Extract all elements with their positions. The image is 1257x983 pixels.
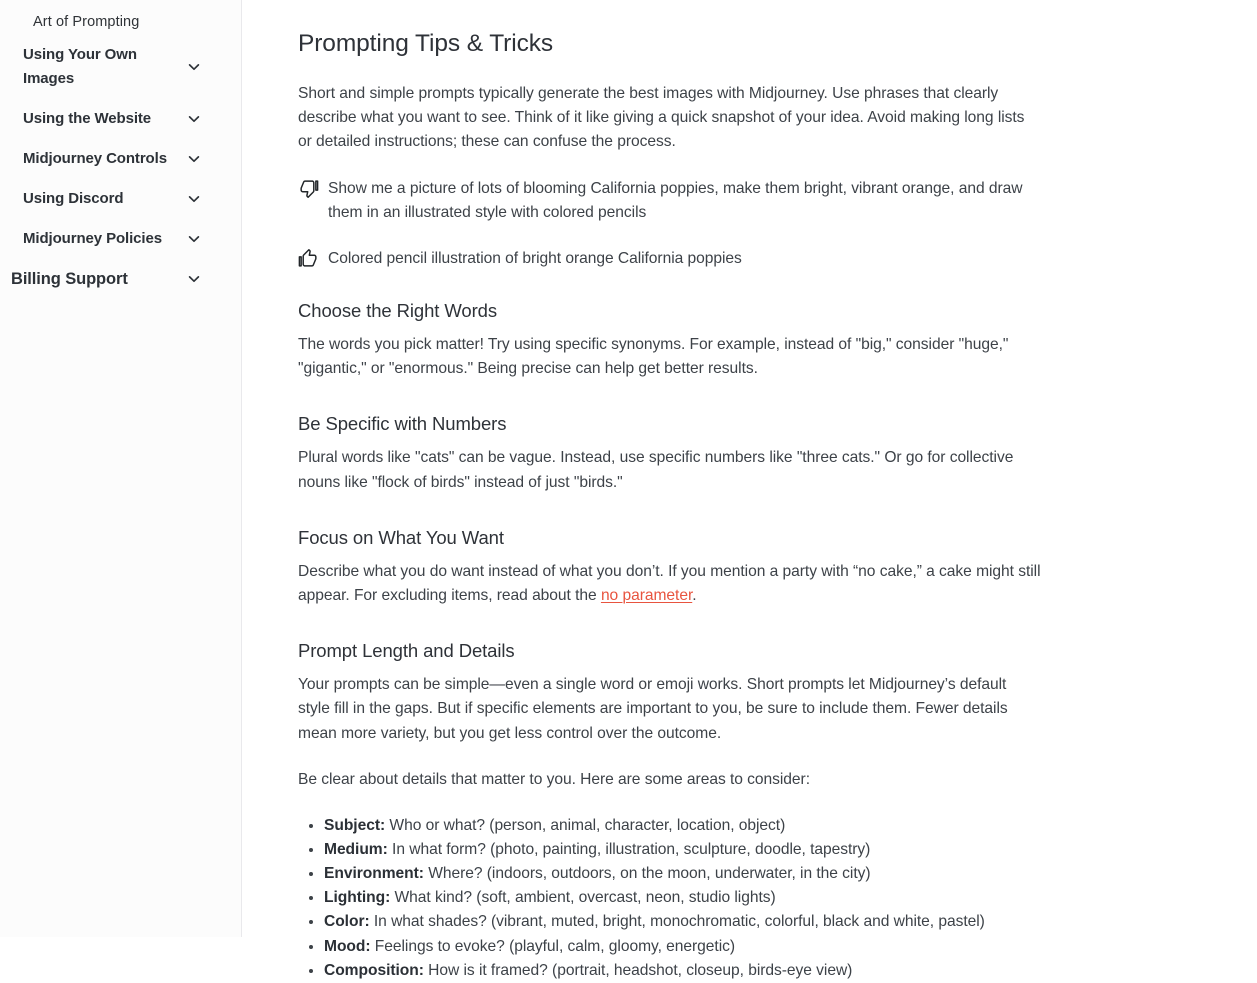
- list-item: [324, 959, 1042, 983]
- list-item-term: Lighting:: [324, 889, 391, 907]
- section-heading-choose-right-words: Choose the Right Words: [298, 300, 498, 322]
- list-item-term: Mood:: [324, 937, 371, 955]
- thumbs-down-icon: [298, 178, 319, 202]
- focus-text-before-link: Describe what you do want instead of what you don’t. If you mention a party with “no cake,” a cake might still appear. For excluding items, read about the: [298, 562, 1041, 605]
- article-body: [242, 0, 1042, 983]
- sidebar-item-using-your-own-images[interactable]: [0, 35, 241, 99]
- sidebar-section-title: Art of Prompting: [33, 14, 140, 30]
- sidebar-item-label: Billing Support: [11, 270, 128, 288]
- list-intro-paragraph: Be clear about details that matter to you. Here are some areas to consider:: [298, 770, 810, 788]
- detail-consideration-list: [298, 814, 1042, 983]
- bad-example-text: Show me a picture of lots of blooming California poppies, make them bright, vibrant orange, and draw them in an illustrated style with colored pencils: [328, 179, 1023, 221]
- list-item-term: Color:: [324, 913, 370, 931]
- sidebar-item-midjourney-policies[interactable]: [0, 219, 241, 259]
- chevron-down-icon[interactable]: [186, 111, 202, 127]
- list-item: [324, 910, 1042, 934]
- list-item: [324, 862, 1042, 886]
- good-example-row: [298, 247, 1042, 272]
- chevron-down-icon[interactable]: [186, 59, 202, 75]
- section-heading-be-specific-numbers: Be Specific with Numbers: [298, 413, 507, 435]
- sidebar-item-label: Using Your Own Images: [23, 46, 137, 87]
- list-item-term: Medium:: [324, 841, 388, 859]
- list-item-desc: How is it framed? (portrait, headshot, closeup, birds-eye view): [423, 961, 853, 979]
- sidebar-item-using-the-website[interactable]: [0, 99, 241, 139]
- sidebar: [0, 0, 242, 937]
- section-heading-focus-what-you-want: Focus on What You Want: [298, 526, 504, 548]
- list-item: [324, 935, 1042, 959]
- list-item: [324, 886, 1042, 910]
- list-item-desc: In what form? (photo, painting, illustration, sculpture, doodle, tapestry): [387, 841, 871, 859]
- list-item-desc: Where? (indoors, outdoors, on the moon, underwater, in the city): [423, 865, 871, 883]
- good-example-text: Colored pencil illustration of bright orange California poppies: [328, 250, 742, 268]
- main-content: [242, 0, 1257, 979]
- page-title: Prompting Tips & Tricks: [298, 30, 554, 57]
- sidebar-item-billing-support[interactable]: [0, 259, 241, 299]
- list-item-term: Composition:: [324, 961, 424, 979]
- list-item: [324, 838, 1042, 862]
- focus-text-after-link: .: [692, 587, 697, 605]
- section-body-focus-what-you-want: [298, 560, 1042, 608]
- sidebar-item-using-discord[interactable]: [0, 179, 241, 219]
- sidebar-item-label: Using Discord: [23, 190, 124, 207]
- sidebar-item-label: Midjourney Policies: [23, 230, 162, 247]
- list-item: [324, 814, 1042, 838]
- chevron-down-icon[interactable]: [186, 231, 202, 247]
- section-body-prompt-length-details: Your prompts can be simple—even a single word or emoji works. Short prompts let Midjourney’s default style fill in the gaps. But if specific elements are important to you, be sure to include them. Fewer details mean more variety, but you get less control over the outcome.: [298, 676, 1008, 742]
- chevron-down-icon[interactable]: [186, 151, 202, 167]
- sidebar-nav-list: [0, 35, 241, 299]
- list-item-term: Environment:: [324, 865, 424, 883]
- list-item-desc: What kind? (soft, ambient, overcast, neon, studio lights): [390, 889, 776, 907]
- intro-paragraph: Short and simple prompts typically generate the best images with Midjourney. Use phrases that clearly describe what you want to see. Think of it like giving a quick snapshot of your idea. Avoid making long lists or detailed instructions; these can confuse the process.: [298, 85, 1025, 151]
- chevron-down-icon[interactable]: [186, 191, 202, 207]
- no-parameter-link[interactable]: no parameter: [600, 587, 693, 605]
- list-item-desc: Who or what? (person, animal, character, location, object): [385, 817, 786, 835]
- chevron-down-icon[interactable]: [186, 271, 202, 287]
- section-body-choose-right-words: The words you pick matter! Try using specific synonyms. For example, instead of "big," consider "huge," "gigantic," or "enormous." Being precise can help get better results.: [298, 336, 1009, 378]
- list-item-desc: In what shades? (vibrant, muted, bright, monochromatic, colorful, black and white, pastel): [369, 913, 985, 931]
- sidebar-item-label: Midjourney Controls: [23, 150, 167, 167]
- sidebar-item-midjourney-controls[interactable]: [0, 139, 241, 179]
- thumbs-up-icon: [298, 248, 319, 272]
- sidebar-item-label: Using the Website: [23, 110, 152, 127]
- bad-example-row: [298, 177, 1042, 225]
- section-body-be-specific-numbers: Plural words like "cats" can be vague. Instead, use specific numbers like "three cats." Or go for collective nouns like "flock of birds" instead of just "birds.": [298, 449, 1014, 491]
- list-item-desc: Feelings to evoke? (playful, calm, gloomy, energetic): [370, 937, 736, 955]
- list-item-term: Subject:: [324, 817, 386, 835]
- section-heading-prompt-length-details: Prompt Length and Details: [298, 640, 515, 662]
